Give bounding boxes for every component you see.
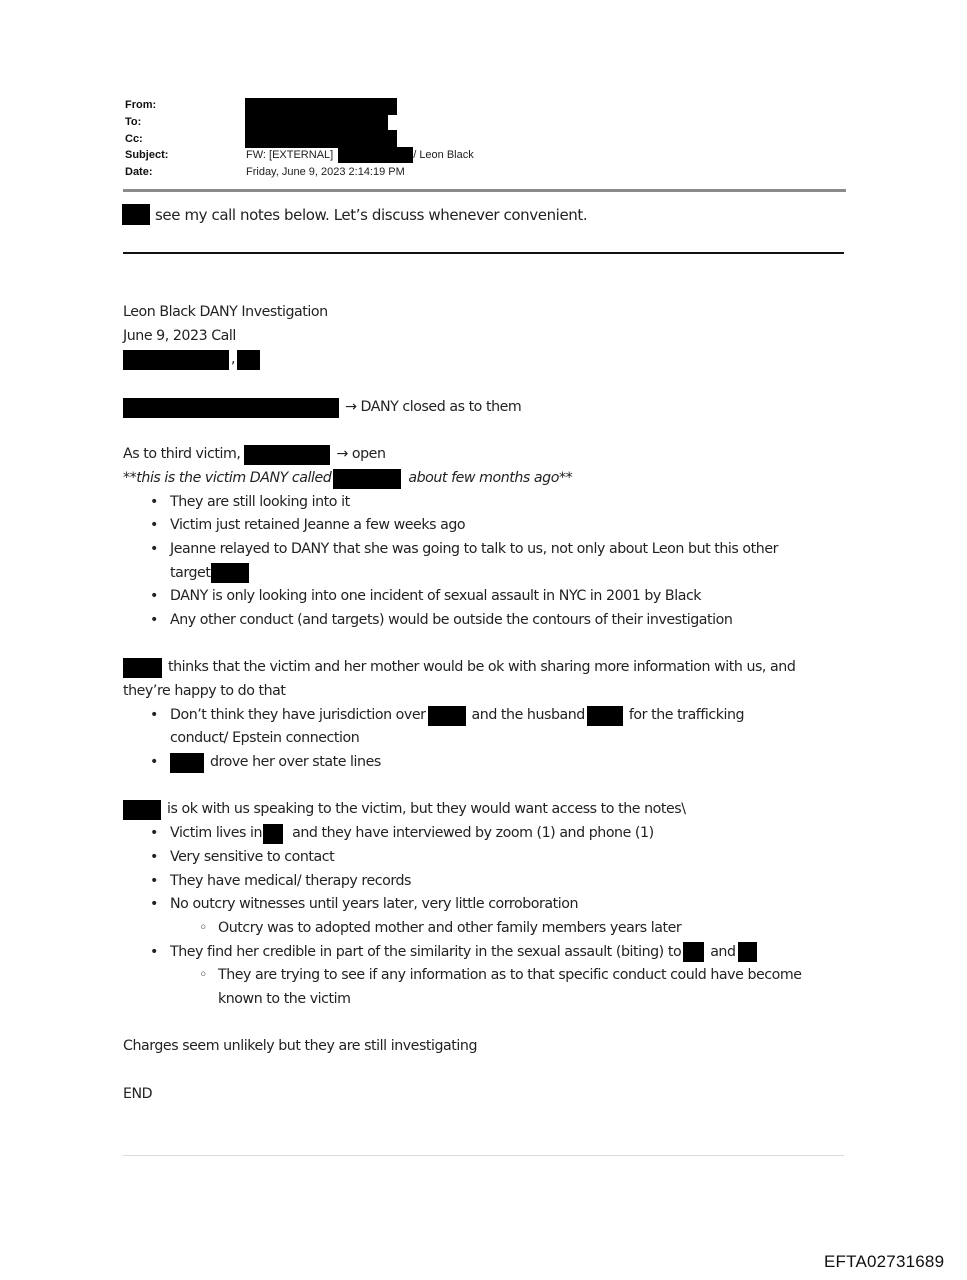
intro-text: see my call notes below. Let’s discuss whenever convenient.	[155, 205, 588, 224]
list-item: • Victim just retained Jeanne a few weeks ago	[123, 514, 848, 538]
closed-text: → DANY closed as to them	[345, 398, 522, 415]
list-item	[123, 822, 848, 846]
jurisdiction-text-b: and the husband	[471, 706, 585, 723]
redaction-block	[123, 800, 161, 820]
header-divider	[123, 189, 846, 192]
body-divider	[123, 252, 844, 254]
redaction-block	[587, 706, 623, 726]
list-item-continuation	[123, 562, 848, 586]
redaction-block	[738, 942, 757, 962]
section3-text: is ok with us speaking to the victim, but they would want access to the notes\	[167, 801, 686, 818]
state-lines-text: • drove her over state lines	[210, 754, 381, 771]
redaction-block	[244, 445, 330, 465]
redaction-block	[211, 563, 249, 583]
redaction-block-subject	[338, 147, 413, 163]
redaction-block	[123, 658, 162, 678]
sub-list-item: ◦ They are trying to see if any information as to that specific conduct could have become	[123, 964, 848, 988]
subject-suffix: / Leon Black	[413, 149, 474, 162]
list-item-continuation: conduct/ Epstein connection	[170, 730, 360, 747]
conclusion: Charges seem unlikely but they are still investigating	[123, 1038, 478, 1055]
redaction-block	[123, 350, 229, 370]
list-item: • Jeanne relayed to DANY that she was going to talk to us, not only about Leon but this other	[123, 538, 848, 562]
from-label: From:	[125, 99, 157, 111]
attendees-line	[123, 348, 848, 372]
subject-prefix: FW: [EXTERNAL]	[246, 149, 334, 162]
redaction-block	[123, 398, 339, 418]
redaction-block	[428, 706, 466, 726]
list-item	[123, 704, 848, 728]
section3-line	[123, 798, 848, 822]
list-item: • DANY is only looking into one incident of sexual assault in NYC in 2001 by Black	[123, 585, 848, 609]
victim-lives-text-b: and they have interviewed by zoom (1) and phone (1)	[292, 825, 654, 842]
section2-line2: they’re happy to do that	[123, 683, 286, 699]
call-notes	[123, 301, 848, 1106]
victim-called-prefix: **this is the victim DANY called	[123, 469, 332, 486]
footer-divider	[123, 1155, 844, 1156]
redaction-block-recipients	[245, 98, 397, 148]
notes-call-date: June 9, 2023 Call	[123, 327, 236, 344]
victim-called-suffix: about few months ago**	[408, 469, 573, 486]
date-value: Friday, June 9, 2023 2:14:19 PM	[246, 166, 405, 179]
list-item	[123, 941, 848, 965]
list-item	[123, 751, 848, 775]
section2-line1	[123, 656, 848, 680]
sub-list-item-continuation: known to the victim	[218, 990, 351, 1007]
intro-line	[122, 204, 587, 225]
third-victim-suffix: → open	[336, 446, 386, 463]
end-marker: END	[123, 1085, 153, 1102]
third-victim-line	[123, 443, 848, 467]
credible-text-b: and	[710, 943, 736, 960]
redaction-block	[122, 204, 150, 225]
victim-lives-text-a: • Victim lives in	[170, 825, 263, 842]
redaction-block	[170, 753, 204, 773]
redaction-block	[683, 942, 704, 962]
attendee-separator: ,	[231, 351, 236, 368]
target-text: target	[170, 564, 211, 581]
date-label: Date:	[125, 166, 153, 179]
to-label: To:	[125, 115, 142, 128]
victim-called-line	[123, 467, 848, 491]
subject-label: Subject:	[125, 149, 169, 162]
third-victim-prefix: As to third victim,	[123, 446, 241, 463]
redaction-block	[263, 824, 283, 844]
list-item: • Any other conduct (and targets) would be outside the contours of their investigation	[123, 609, 848, 633]
list-item: • They are still looking into it	[123, 491, 848, 515]
jurisdiction-text-a: • Don’t think they have jurisdiction over	[170, 706, 426, 723]
redaction-block	[333, 469, 401, 489]
jurisdiction-text-c: for the trafficking	[628, 706, 745, 723]
redaction-notch	[388, 115, 397, 130]
notes-title: Leon Black DANY Investigation	[123, 304, 328, 320]
list-item: • They have medical/ therapy records	[123, 870, 848, 894]
cc-label: Cc:	[125, 132, 143, 145]
list-item: • Very sensitive to contact	[123, 846, 848, 870]
section2-text: thinks that the victim and her mother would be ok with sharing more information with us, and	[168, 659, 796, 676]
redaction-block	[237, 350, 260, 370]
sub-list-item: ◦ Outcry was to adopted mother and other family members years later	[123, 917, 848, 941]
list-item: • No outcry witnesses until years later, very little corroboration	[123, 893, 848, 917]
closed-line	[123, 396, 848, 420]
credible-text-a: • They find her credible in part of the similarity in the sexual assault (biting) to	[170, 943, 682, 960]
bates-stamp: EFTA02731689	[824, 1252, 945, 1271]
